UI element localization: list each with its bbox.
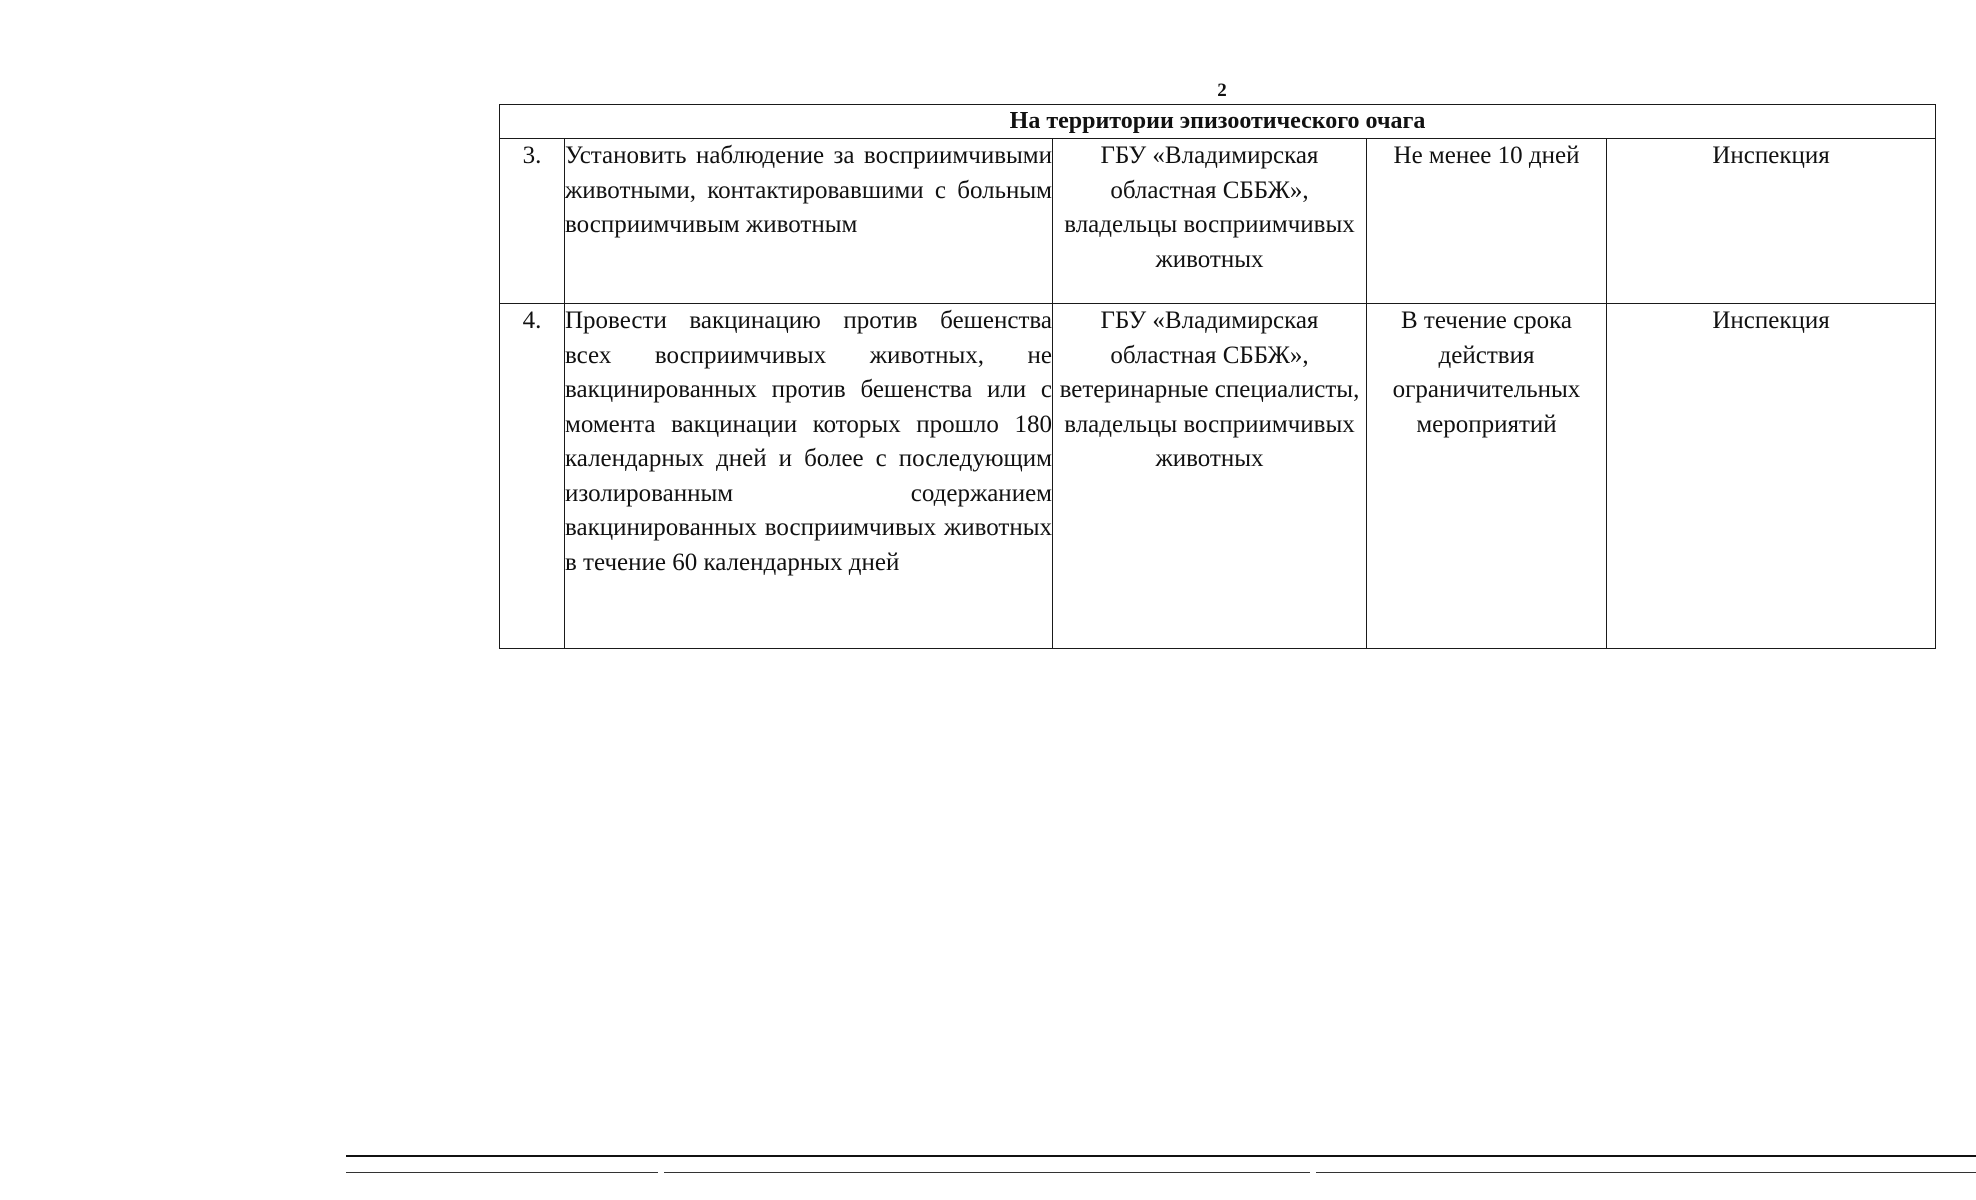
footer-rule-segment [1316,1172,1976,1173]
executor-cell: ГБУ «Владимирская областная СББЖ», ветеринарные специалисты, владельцы восприимчивых животных [1053,304,1367,649]
term-cell: Не менее 10 дней [1367,139,1607,304]
measures-table [499,104,1936,649]
measure-cell: Провести вакцинацию против бешенства всех восприимчивых животных, не вакцинированных против бешенства или с момента вакцинации которых прошло 180 календарных дней и более с последующим изолированным содержанием вакцинированных восприимчивых животных в течение 60 календарных дней [565,304,1053,649]
control-cell: Инспекция [1607,139,1936,304]
section-header: На территории эпизоотического очага [500,105,1936,139]
table-row [500,139,1936,304]
term-cell: В течение срока действия ограничительных мероприятий [1367,304,1607,649]
row-number: 3. [500,139,565,304]
page-number: 2 [1217,80,1227,101]
footer-rule-segment [664,1172,1310,1173]
measure-cell: Установить наблюдение за восприимчивыми животными, контактировавшими с больным восприимчивым животным [565,139,1053,304]
executor-cell: ГБУ «Владимирская областная СББЖ», владельцы восприимчивых животных [1053,139,1367,304]
footer-rule-segment [346,1172,658,1173]
control-cell: Инспекция [1607,304,1936,649]
section-header-row [500,105,1936,139]
table-row [500,304,1936,649]
row-number: 4. [500,304,565,649]
footer-rule [346,1155,1976,1157]
